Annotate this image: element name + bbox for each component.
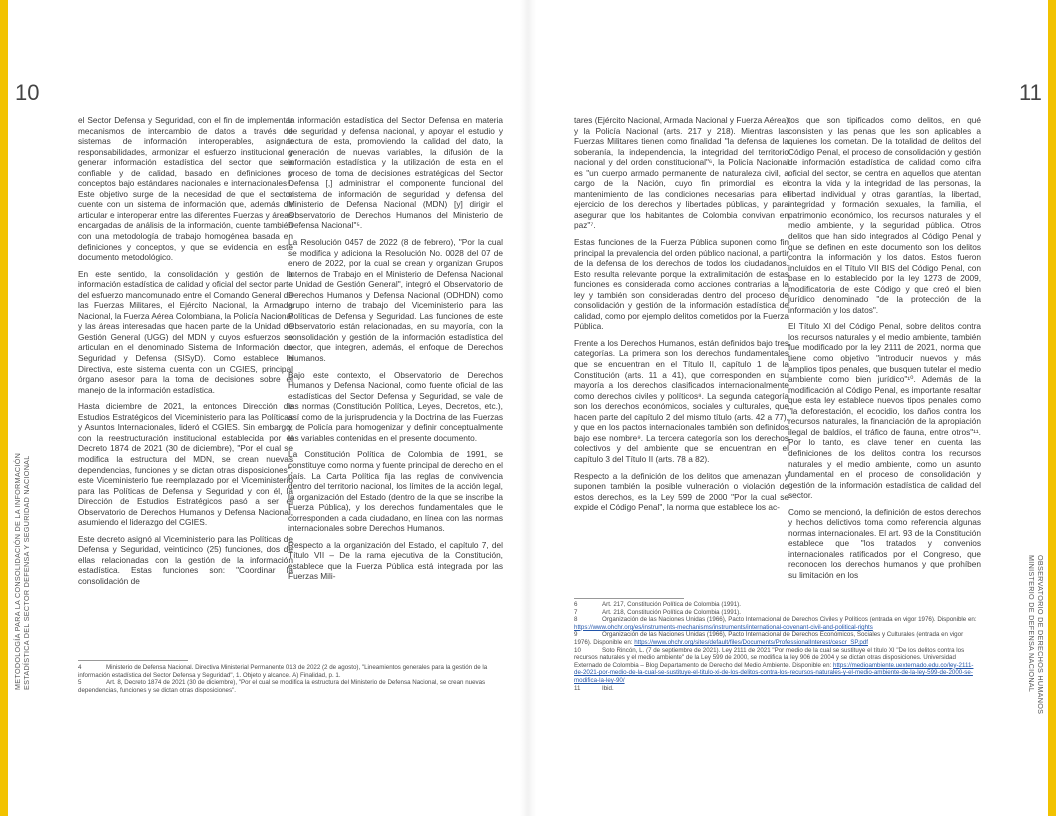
- paragraph: tares (Ejército Nacional, Armada Nacional y Fuerza Aérea) y la Policía Nacional (arts. 217 y 218). Mientras las Fuerzas Militares tienen como finalidad "la defensa de la soberanía, la independencia, la integridad del territorio nacional y del orden constitucional"⁶, la Policía Nacional es "un cuerpo armado permanente de naturaleza civil, a cargo de la Nación, cuyo fin primordial es el mantenimiento de las condiciones necesarias para el ejercicio de los derechos y libertades públicas, y para asegurar que los habitantes de Colombia convivan en paz"⁷.: [574, 115, 789, 231]
- text-column-3: [574, 115, 789, 519]
- side-title-left-line: ESTADÍSTICA DEL SECTOR DEFENSA Y SEGURIDAD NACIONAL: [22, 455, 31, 690]
- footnote-link[interactable]: https://medioambiente.uexternado.edu.co/ley-2111-de-2021-por-medio-de-la-cual-se-sustituye-el-titulo-xi-de-los-delitos-contra-los-recursos-naturales-y-el-medio-ambiente-de-la-ley-599-de-2000-se-modifica-la-ley-90/: [574, 661, 974, 684]
- footnote-number: 10: [574, 646, 581, 654]
- paragraph: El Título XI del Código Penal, sobre delitos contra los recursos naturales y el medio ambiente, también fue modificado por la ley 2111 de 2021, norma que tiene como objetivo "introducir nuevos y más amplios tipos penales, que busquen tutelar el medio ambiente como bien jurídico"¹⁰. Además de la modificación al Código Penal, es importante resaltar que esta ley establece nuevos tipos penales como "la deforestación, el ecocidio, los daños contra los recursos naturales, la financiación de la apropiación ilegal de baldíos, el tráfico de fauna, entre otros"¹¹. Por lo tanto, es clave tener en cuenta las definiciones de los delitos contra los recursos naturales y el medio ambiente, como un asunto fundamental en el proceso de consolidación y gestión de la información estadística de calidad del sector.: [788, 321, 981, 501]
- paragraph: Frente a los Derechos Humanos, están definidos bajo tres categorías. La primera son los derechos fundamentales que se encuentran en el Título II, capítulo 1 de la Constitución (arts. 11 a 41), que corresponden en su mayoría a los derechos clasificados internacionalmente como derechos civiles y políticos⁸. La segunda categoría son los derechos económicos, sociales y culturales, que hacen parte del capítulo 2 del mismo título (arts. 42 a 77), y que en los pactos internacionales también son definidos bajo ese nombre⁹. La tercera categoría son los derechos colectivos y del ambiente que se encuentran en el capítulo 3 del Título II (arts. 78 a 82).: [574, 337, 789, 464]
- text-column-2: [288, 115, 503, 588]
- footnote-number: 5: [78, 679, 82, 687]
- paragraph: Este decreto asignó al Viceministerio para las Políticas de Defensa y Seguridad, veinticinco (25) funciones, dos de ellas relacionadas con la gestión de la información estadística. Estas funciones son: "Coordinar la consolidación de: [78, 533, 293, 586]
- gutter: [520, 0, 536, 816]
- footnote: [574, 601, 982, 609]
- paragraph: La Resolución 0457 de 2022 (8 de febrero), "Por la cual se modifica y adiciona la Resolución No. 0028 del 07 de enero de 2022, por la cual se crean y organizan Grupos Internos de Trabajo en el Ministerio de Defensa Nacional – Unidad de Gestión General", integró el Observatorio de Derechos Humanos y Defensa Nacional (ODHDN) como grupo interno de trabajo del Viceministerio para las Políticas de Defensa y Seguridad. Las funciones de este Observatorio están relacionadas, en su mayoría, con la consolidación y gestión de la información estadística del sector, que integren, además, el enfoque de Derechos Humanos.: [288, 237, 503, 364]
- paragraph: Bajo este contexto, el Observatorio de Derechos Humanos y Defensa Nacional, como fuente oficial de las estadísticas del Sector Defensa y Seguridad, se vale de las normas (Constitución Política, Leyes, Decretos, etc.), así como de la jurisprudencia y la Doctrina de las Fuerzas y de Policía para homogenizar y definir conceptualmente las variables contenidas en el presente documento.: [288, 369, 503, 443]
- footnote: [78, 679, 503, 694]
- footnote-text: Art. 8, Decreto 1874 de 2021 (30 de diciembre), "Por el cual se modifica la estructura del Ministerio de Defensa Nacional, se crean nuevas dependencias, funciones y se dictan otras disposiciones".: [78, 679, 486, 694]
- footnote: [574, 685, 982, 693]
- footnote-text: Organización de las Naciones Unidas (1966), Pacto Internacional de Derechos Económicos, Sociales y Culturales (entrada en vigor 1976). Disponible en:: [574, 631, 964, 646]
- paragraph: el Sector Defensa y Seguridad, con el fin de implementar mecanismos de intercambio de datos a través de sistemas de información interoperables, asignar responsabilidades, armonizar el esfuerzo institucional y generar información estadística del sector que sea confiable y de calidad, basado en definiciones y conceptos bajo estándares nacionales e internacionales⁴. Este objetivo surge de la necesidad de que el sector cuente con un sistema de información que, además de articular e interoperar entre las diferentes Fuerzas y áreas encargadas de análisis de la información, cuente también con una metodología de trabajo homogénea basada en definiciones y conceptos, y que se evidencia en este documento metodológico.: [78, 115, 293, 263]
- footnotes-left: [78, 664, 503, 694]
- text-column-4: [788, 115, 981, 587]
- paragraph: Hasta diciembre de 2021, la entonces Dirección de Estudios Estratégicos del Viceministerio para las Políticas y Asuntos Internacionales, lideró el CGIES. Sin embargo, con la reestructuración institucional establecida por el Decreto 1874 de 2021 (30 de diciembre), "Por el cual se modifica la estructura del MDN, se crean nuevas dependencias, funciones y se dictan otras disposiciones", este Viceministerio fue reemplazado por el Viceministerio para las Políticas de Defensa y Seguridad y con él, la Dirección de Estudios Estratégicos pasó a ser el Observatorio de Derechos Humanos y Defensa Nacional, asumiendo el liderazgo del CGIES.: [78, 401, 293, 528]
- footnote-divider-left: [78, 660, 188, 661]
- paragraph: En este sentido, la consolidación y gestión de la información estadística de calidad y oficial del sector parte del esfuerzo mancomunado entre el Comando General de las Fuerzas Militares, el Ejército Nacional, la Armada Nacional, la Fuerza Aérea Colombiana, la Policía Nacional y las áreas interesadas que hacen parte de la Unidad de Gestión General (UGG) del MDN y cuyos esfuerzos se articulan en el denominado Sistema de Información de Seguridad y Defensa (SISyD). Como establece la Directiva, este sistema cuenta con un CGIES, principal órgano asesor para la toma de decisiones sobre el manejo de la información estadística.: [78, 268, 293, 395]
- footnote: [574, 616, 982, 631]
- right-accent-bar: [1048, 0, 1056, 816]
- footnote-link[interactable]: https://www.ohchr.org/es/instruments-mechanisms/instruments/international-covenant-civil-and-political-rights: [574, 623, 873, 631]
- side-title-left: [13, 453, 31, 690]
- footnote-divider-right: [574, 598, 684, 599]
- page-number-right: 11: [1019, 80, 1042, 105]
- side-title-right-line: MINISTERIO DE DEFENSA NACIONAL: [1027, 555, 1036, 693]
- footnote-number: 11: [574, 684, 581, 692]
- side-title-right-line: OBSERVATORIO DE DERECHOS HUMANOS: [1036, 555, 1045, 715]
- footnote-text: Ibid.: [602, 684, 614, 692]
- footnote: [78, 664, 503, 679]
- side-title-left-line: METODOLOGÍA PARA LA CONSOLIDACIÓN DE LA INFORMACIÓN: [13, 452, 22, 690]
- left-accent-bar: [0, 0, 8, 816]
- footnote-text: Art. 217, Constitución Política de Colombia (1991).: [602, 601, 741, 608]
- paragraph: Respecto a la definición de los delitos que amenazan y suponen también la posible vulneración o violación de estos derechos, es la Ley 599 de 2000 "Por la cual se expide el Código Penal", la norma que establece los ac-: [574, 470, 789, 513]
- footnote-link[interactable]: https://www.ohchr.org/sites/default/files/Documents/ProfessionalInterest/cescr_SP.pdf: [634, 638, 868, 646]
- paragraph: tos que son tipificados como delitos, en qué consisten y las penas que les son aplicables a quienes los cometan. De la totalidad de delitos del Código Penal, el proceso de consolidación y gestión de información estadística de calidad como cifra oficial del sector, se centra en aquellos que atentan contra la vida y la integridad de las personas, la libertad individual y otras garantías, la libertad, integridad y formación sexuales, la familia, el patrimonio económico, los recursos naturales y el medio ambiente, y la seguridad pública. Otros delitos que han sido integrados al Código Penal y que se definen en este documento son los delitos contra la información y los datos. Estos fueron incluidos en el Título VII BIS del Código Penal, con base en lo establecido por la ley 1273 de 2009, modificatoria de este Código y que creó el bien jurídico denominado "de la protección de la información y los datos".: [788, 115, 981, 315]
- footnote-text: Ministerio de Defensa Nacional. Directiva Ministerial Permanente 013 de 2022 (2 de agosto), "Lineamientos generales para la gestión de la información estadística del Sector Defensa y Seguridad", 1. Objeto y alcance. A) Finalidad, p. 1.: [78, 664, 488, 679]
- page-number-left: 10: [15, 80, 40, 105]
- footnote-number: 4: [78, 664, 82, 671]
- footnote-text: Art. 218, Constitución Política de Colombia (1991).: [602, 608, 741, 616]
- paragraph: Estas funciones de la Fuerza Pública suponen como fin principal la prevalencia del orden público nacional, a partir de la defensa de los derechos de todos los ciudadanos. Esto resulta relevante porque la extralimitación de estas funciones es considerada como acciones contrarias a la ley y también son consideradas dentro del proceso de consolidación y gestión de la información estadística de calidad, como por ejemplo delitos cometidos por la Fuerza Pública.: [574, 237, 789, 332]
- text-column-1: [78, 115, 293, 593]
- footnote-number: 8: [574, 616, 578, 624]
- footnote-number: 9: [574, 631, 578, 639]
- footnote: [574, 647, 982, 685]
- paragraph: Como se mencionó, la definición de estos derechos y hechos delictivos toma como referencia algunas normas internacionales. El art. 93 de la Constitución establece que "los tratados y convenios internacionales ratificados por el Congreso, que reconocen los derechos humanos y que prohíben su limitación en los: [788, 506, 981, 580]
- paragraph: la información estadística del Sector Defensa en materia de seguridad y defensa nacional, y apoyar el estudio y lectura de esta, promoviendo la calidad del dato, la generación de nuevas variables, la difusión de la información estadística y la utilización de esta en el proceso de toma de decisiones estratégicas del Sector Defensa [,] administrar el componente funcional del sistema de información de seguridad y defensa del Ministerio de Defensa Nacional (MDN) [y] dirigir el Observatorio de Derechos Humanos del Ministerio de Defensa Nacional"⁵.: [288, 115, 503, 231]
- paragraph: Respecto a la organización del Estado, el capítulo 7, del Título VII – De la rama ejecutiva de la Constitución, establece que la Fuerza Pública está integrada por las Fuerzas Mili-: [288, 539, 503, 582]
- footnote: [574, 609, 982, 617]
- side-title-right: [1027, 555, 1045, 714]
- footnote: [574, 631, 982, 646]
- footnotes-right: [574, 601, 982, 692]
- footnote-number: 7: [574, 608, 578, 616]
- footnote-number: 6: [574, 601, 578, 608]
- footnote-text: Soto Rincón, L. (7 de septiembre de 2021). Ley 2111 de 2021 "Por medio de la cual se sustituye el título XI "De los delitos contra los recursos naturales y el medio ambiente" de la Ley 599 de 2000, se modifica la ley 906 de 2004 y se dictan otras disposiciones. Universidad Externado de Colombia – Blog Departamento de Derecho del Medio Ambiente. Disponible en:: [574, 646, 965, 669]
- paragraph: La Constitución Política de Colombia de 1991, se constituye como norma y fuente principal de derecho en el país. La Carta Política fija las reglas de convivencia dentro del territorio nacional, los límites de la acción legal, la organización del Estado (dentro de la que se inscribe la Fuerza Pública), y los derechos fundamentales que le corresponden a cada ciudadano, en línea con las normas internacionales sobre Derechos Humanos.: [288, 449, 503, 534]
- footnote-text: Organización de las Naciones Unidas (1966), Pacto Internacional de Derechos Civiles y Políticos (entrada en vigor 1976). Disponible en:: [602, 616, 977, 624]
